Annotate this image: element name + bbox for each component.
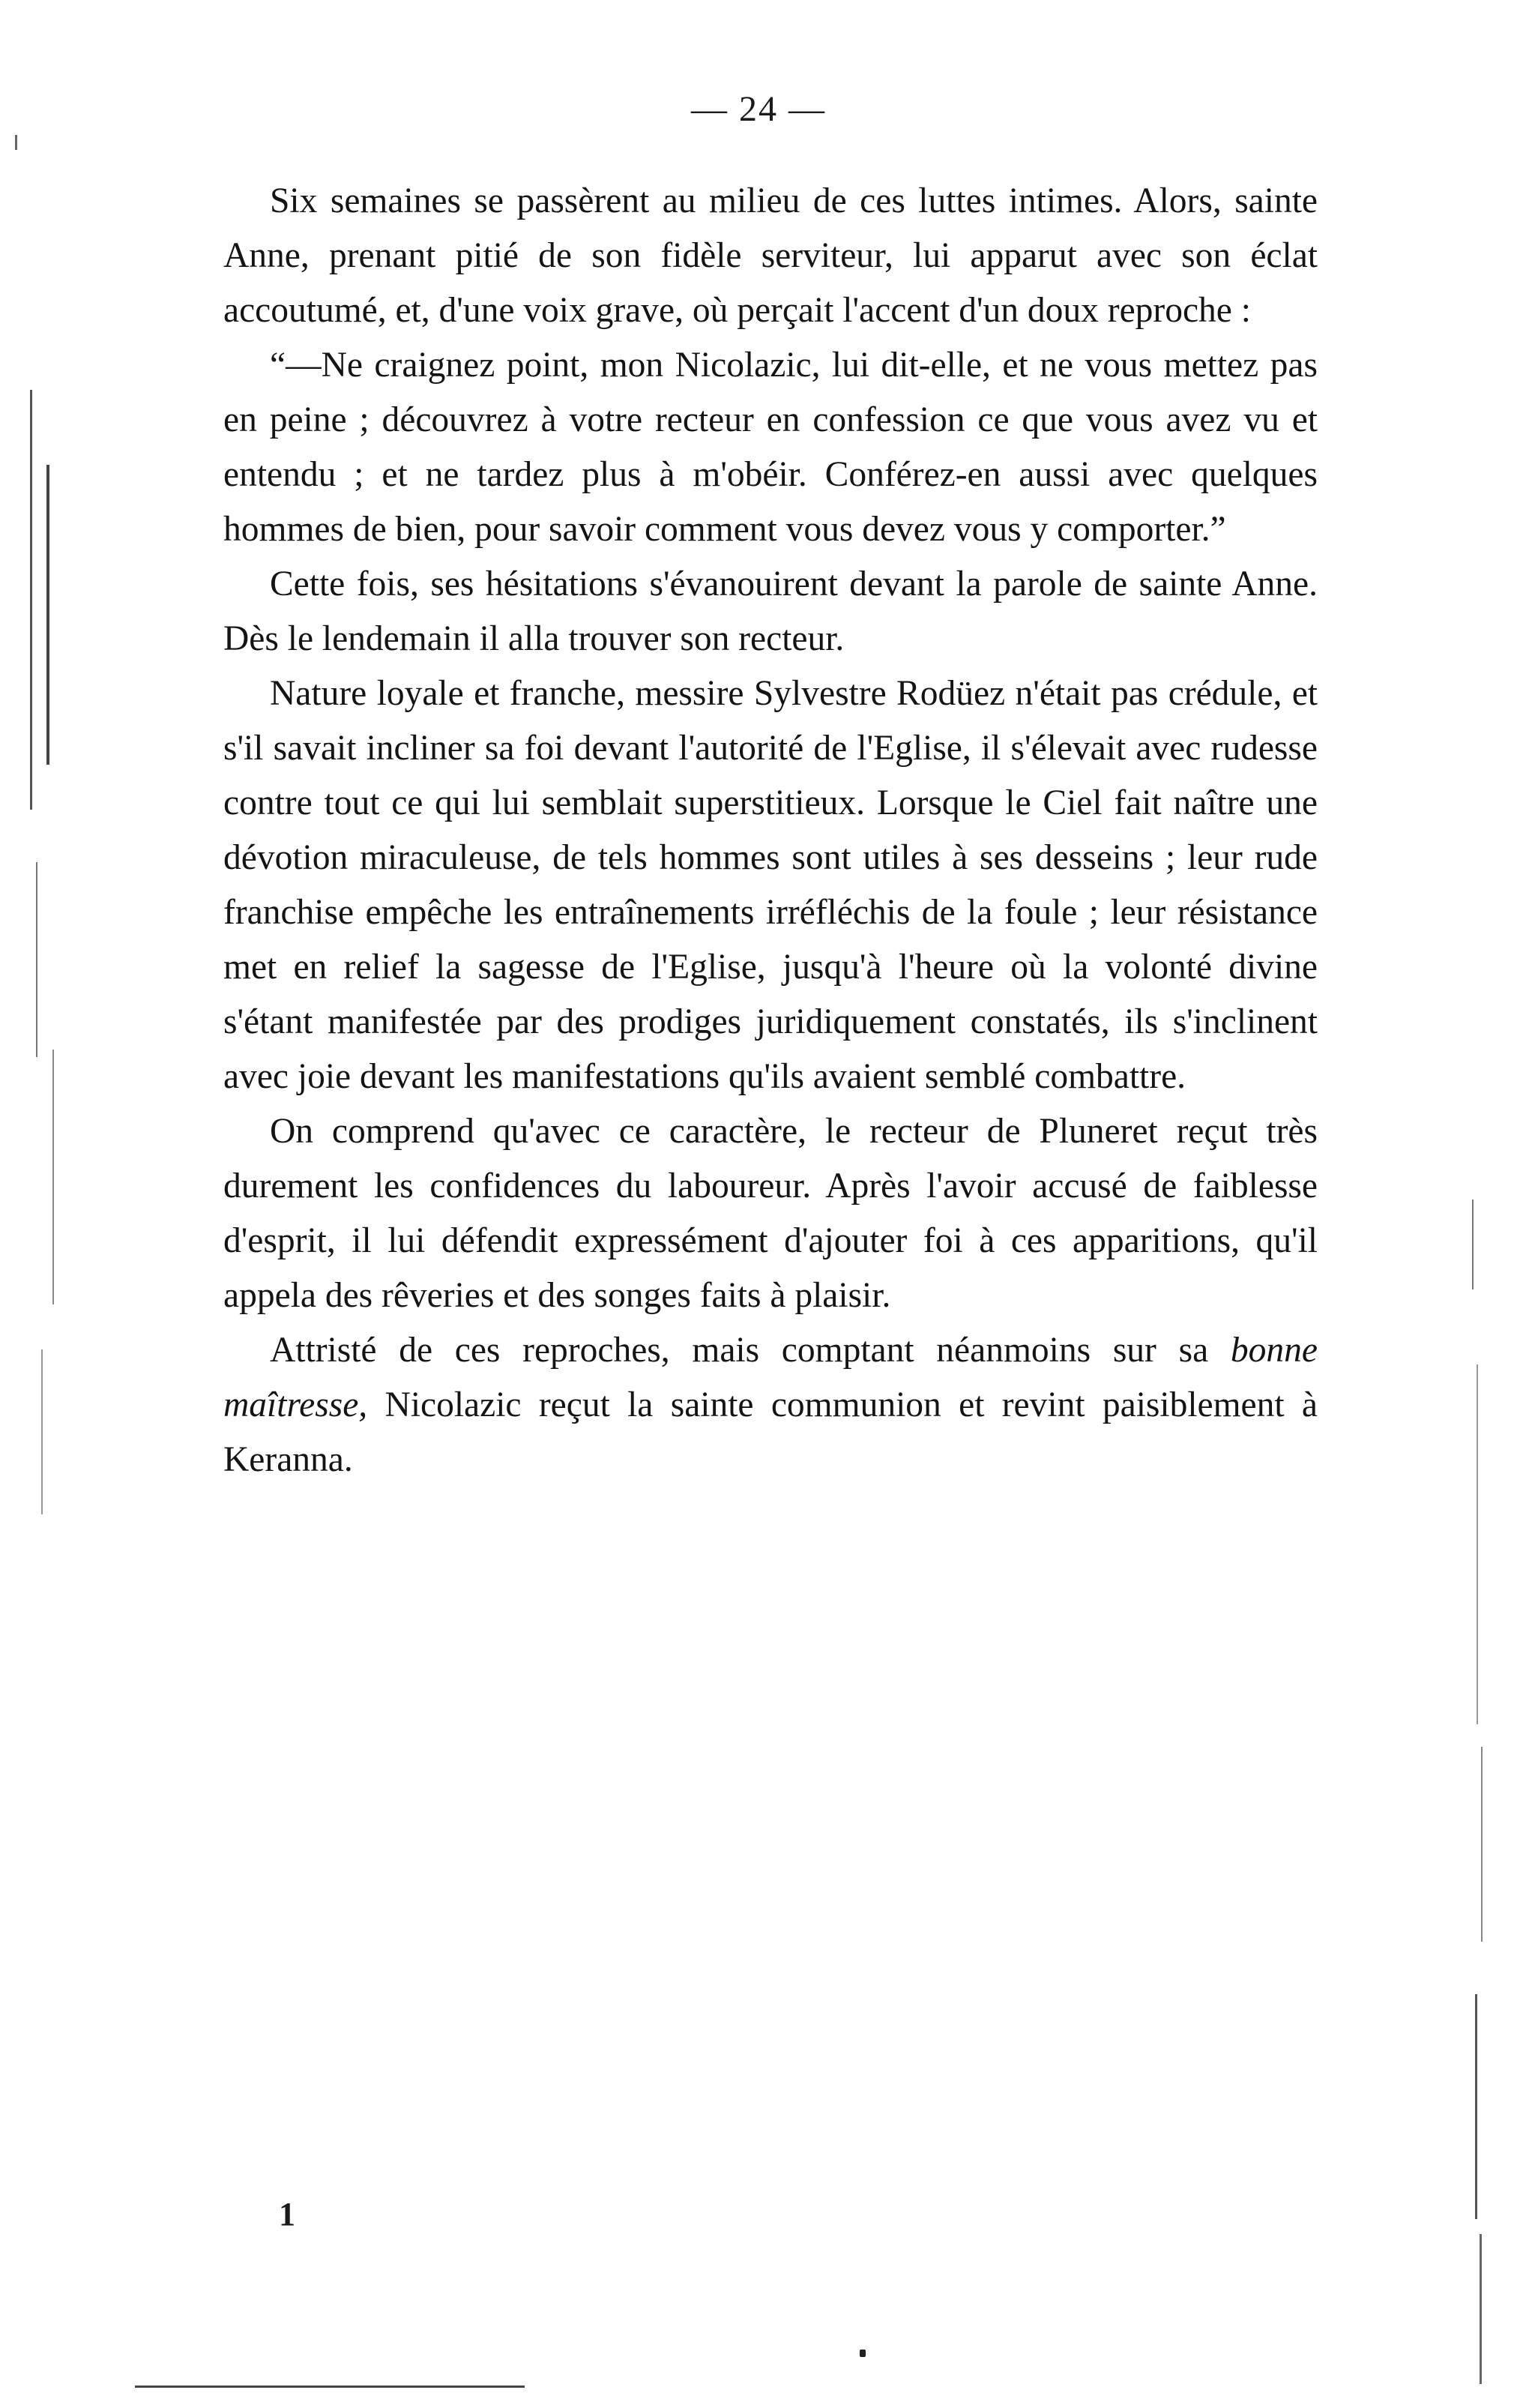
bottom-edge-rule bbox=[135, 2386, 525, 2388]
signature-mark: 1 bbox=[279, 2196, 295, 2233]
paragraph-4: Nature loyale et franche, messire Sylvestre Rodüez n'était pas crédule, et s'il savait incliner sa foi devant l'autorité de l'Eglise, il s'élevait avec rudesse contre tout ce qui lui semblait superstitieux. Lorsque le Ciel fait naître une dévotion miraculeuse, de tels hommes sont utiles à ses desseins ; leur rude franchise empêche les entraînements irréfléchis de la foule ; leur résistance met en relief la sagesse de l'Eglise, jusqu'à l'heure où la volonté divine s'étant manifestée par des prodiges juridiquement constatés, ils s'inclinent avec joie devant les manifestations qu'ils avaient semblé combattre. bbox=[223, 674, 1318, 1096]
paragraph-1: Six semaines se passèrent au milieu de ces luttes intimes. Alors, sainte Anne, prenant pitié de son fidèle serviteur, lui apparut avec son éclat accoutumé, et, d'une voix grave, où perçait l'accent d'un doux reproche : bbox=[223, 181, 1318, 330]
body-text bbox=[223, 174, 1318, 1487]
paragraph-6-italic-phrase: bonne maîtresse, bbox=[223, 1331, 1318, 1424]
page-number: — 24 — bbox=[691, 89, 826, 129]
right-margin-scan-artifacts bbox=[1427, 0, 1517, 2408]
paragraph-6-text-end: Nicolazic reçut la sainte communion et revint paisiblement à Keranna. bbox=[223, 1385, 1318, 1479]
left-margin-scan-artifacts bbox=[0, 0, 67, 2408]
paragraph-5: On comprend qu'avec ce caractère, le recteur de Pluneret reçut très durement les confidences du laboureur. Après l'avoir accusé de faiblesse d'esprit, il lui défendit expressément d'ajouter foi à ces apparitions, qu'il appela des rêveries et des songes faits à plaisir. bbox=[223, 1112, 1318, 1315]
scan-speck bbox=[860, 2350, 866, 2357]
paragraph-6-text-start: Attristé de ces reproches, mais comptant néanmoins sur sa bbox=[270, 1331, 1231, 1370]
paragraph-6 bbox=[223, 1323, 1318, 1487]
paragraph-3: Cette fois, ses hésitations s'évanouirent devant la parole de sainte Anne. Dès le lendemain il alla trouver son recteur. bbox=[223, 565, 1318, 658]
paragraph-2-quotation: “—Ne craignez point, mon Nicolazic, lui dit-elle, et ne vous mettez pas en peine ; découvrez à votre recteur en confession ce que vous avez vu et entendu ; et ne tardez plus à m'obéir. Conférez-en aussi avec quelques hommes de bien, pour savoir comment vous devez vous y comporter.” bbox=[223, 346, 1318, 549]
